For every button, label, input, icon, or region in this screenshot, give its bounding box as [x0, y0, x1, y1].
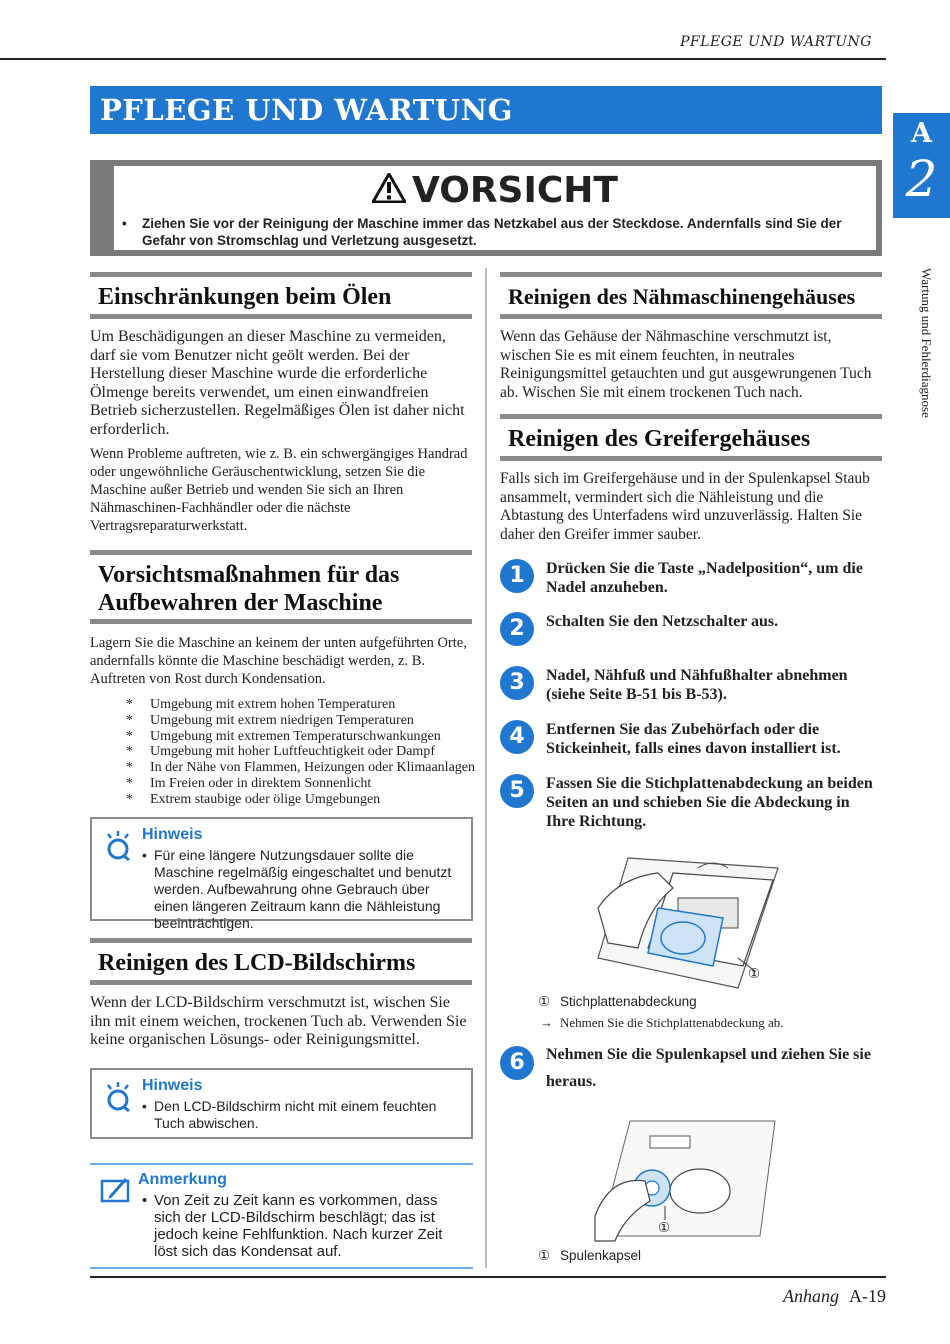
step-text: Nehmen Sie die Spulenkapsel und ziehen Sie sie heraus. — [546, 1046, 871, 1090]
section-title-line-2: Aufbewahren der Maschine — [98, 590, 383, 616]
section-title-line-1: Vorsichtsmaßnahmen für das — [98, 562, 400, 588]
section-heading-housing — [500, 272, 882, 319]
caution-title: VORSICHT — [412, 170, 618, 211]
chapter-tab — [893, 113, 950, 218]
section-heading-race — [500, 414, 882, 461]
list-item: * Umgebung mit extrem hohen Temperaturen — [126, 697, 476, 713]
step-number: 5 — [500, 774, 534, 808]
figure-caption-marker: ① — [538, 994, 551, 1009]
figure-caption: Stichplattenabdeckung — [560, 994, 697, 1009]
oil-paragraph-1: Um Beschädigungen an dieser Maschine zu vermeiden, darf sie vom Benutzer nicht geölt werden. Bei der Herstellung dieser Maschine wurde die erforderliche Ölmenge bereits verwendet, um einen einwandfreien Betrieb sicherzustellen. Regelmäßiges Ölen ist daher nicht erforderlich. — [90, 328, 465, 438]
footer — [783, 1286, 886, 1307]
storage-location-list — [126, 697, 476, 808]
footer-section: Anhang — [783, 1286, 839, 1306]
chapter-letter: A — [911, 118, 932, 149]
note-lightbulb-icon — [100, 827, 136, 867]
column-divider — [485, 268, 487, 1268]
figure-needle-plate-cover — [578, 848, 788, 990]
figure-caption-marker: ① — [538, 1248, 551, 1263]
note-text-body: Für eine längere Nutzungsdauer sollte die Maschine regelmäßig eingeschaltet und benutzt werden. Aufbewahrung ohne Gebrauch über einen längeren Zeitraum kann die Nähleistung beeinträchtigen. — [154, 847, 452, 931]
figure-caption: Spulenkapsel — [560, 1248, 642, 1263]
bullet: • — [142, 1192, 148, 1209]
list-item: * Umgebung mit extremen Temperaturschwankungen — [126, 729, 476, 745]
step-5 — [500, 774, 880, 834]
step-number: 1 — [500, 559, 534, 593]
caution-text-body: Ziehen Sie vor der Reinigung der Maschine immer das Netzkabel aus der Steckdose. Andernfalls sind Sie der Gefahr von Stromschlag und Verletzung ausgesetzt. — [142, 216, 842, 248]
note-text-body: Den LCD-Bildschirm nicht mit einem feuchten Tuch abwischen. — [154, 1098, 437, 1131]
remark-box — [90, 1163, 473, 1269]
header-rule — [0, 58, 886, 60]
bullet: • — [142, 847, 147, 863]
caution-text — [122, 215, 866, 249]
chapter-number: 2 — [905, 150, 938, 208]
step-number: 3 — [500, 666, 534, 700]
list-item: * Im Freien oder in direktem Sonnenlicht — [126, 776, 476, 792]
step-1 — [500, 559, 880, 599]
lcd-paragraph: Wenn der LCD-Bildschirm verschmutzt ist, wischen Sie ihn mit einem weichen, trockenen Tuch ab. Verwenden Sie keine organischen Lösungs- oder Reinigungsmittel. — [90, 994, 467, 1048]
figure-bobbin-case — [590, 1116, 780, 1246]
step-text: Nadel, Nähfuß und Nähfußhalter abnehmen (siehe Seite B-51 bis B-53). — [546, 667, 848, 703]
section-heading-storage — [90, 550, 472, 624]
remark-text — [142, 1192, 467, 1260]
step-3 — [500, 666, 880, 706]
housing-paragraph: Wenn das Gehäuse der Nähmaschine verschmutzt ist, wischen Sie es mit einem feuchten, in neutrales Reinigungsmittel getauchten und gut ausgewrungenen Tuch ab. Wischen Sie mit einem trockenen Tuch nach. — [500, 328, 872, 401]
list-item: * Extrem staubige oder ölige Umgebungen — [126, 792, 476, 808]
race-paragraph: Falls sich im Greifergehäuse und in der Spulenkapsel Staub ansammelt, vermindert sich die Nähleistung und die Abtastung des Unterfadens wird unzuverlässig. Halten Sie daher den Greifer immer sauber. — [500, 470, 870, 543]
note-box-storage — [90, 817, 473, 931]
section-title: Reinigen des Greifergehäuses — [508, 426, 811, 452]
step-text: Fassen Sie die Stichplattenabdeckung an beiden Seiten an und schieben Sie die Abdeckung in Ihre Richtung. — [546, 775, 873, 830]
note-box-lcd — [90, 1068, 473, 1139]
figure-subcaption: Nehmen Sie die Stichplattenabdeckung ab. — [560, 1015, 784, 1030]
arrow-icon: → — [540, 1015, 553, 1030]
remark-text-body: Von Zeit zu Zeit kann es vorkommen, dass sich der LCD-Bildschirm beschlägt; das ist jedoch keine Fehlfunktion. Nach kurzer Zeit löst sich das Kondensat auf. — [154, 1192, 443, 1260]
oil-paragraph-2: Wenn Probleme auftreten, wie z. B. ein schwergängiges Handrad oder ungewöhnliche Geräuschentwicklung, setzen Sie die Maschine außer Betrieb und wenden Sie sich an Ihren Nähmaschinen-Fachhändler oder die nächste Vertragsreparaturwerkstatt. — [90, 446, 468, 534]
section-title: Reinigen des Nähmaschinengehäuses — [508, 284, 856, 309]
warning-triangle-icon — [372, 171, 406, 213]
figure-marker: ① — [748, 966, 761, 981]
list-item: * Umgebung mit extrem niedrigen Temperaturen — [126, 713, 476, 729]
page-title: PFLEGE UND WARTUNG — [90, 86, 882, 134]
section-title: Reinigen des LCD-Bildschirms — [98, 950, 416, 976]
step-text: Drücken Sie die Taste „Nadelposition“, um die Nadel anzuheben. — [546, 560, 863, 596]
step-2 — [500, 612, 880, 652]
bullet: • — [142, 1098, 147, 1114]
list-item: * Umgebung mit hoher Luftfeuchtigkeit oder Dampf — [126, 744, 476, 760]
note-text — [142, 847, 465, 932]
footer-rule — [90, 1276, 886, 1278]
remark-title: Anmerkung — [138, 1171, 227, 1188]
section-heading-lcd — [90, 938, 472, 985]
memo-pencil-icon — [100, 1175, 132, 1209]
step-number: 2 — [500, 612, 534, 646]
step-number: 4 — [500, 720, 534, 754]
caution-heading — [114, 170, 876, 213]
section-title: Einschränkungen beim Ölen — [98, 284, 392, 310]
caution-box — [90, 160, 882, 256]
note-text — [142, 1098, 465, 1132]
step-number: 6 — [500, 1046, 534, 1080]
step-4 — [500, 720, 880, 760]
storage-paragraph: Lagern Sie die Maschine an keinem der unten aufgeführten Orte, andernfalls könnte die Maschine beschädigt werden, z. B. Auftreten von Rost durch Kondensation. — [90, 635, 467, 687]
step-6 — [500, 1046, 880, 1094]
page-number: A-19 — [849, 1286, 886, 1306]
chapter-vertical-label: Wartung und Fehlerdiagnose — [919, 268, 934, 418]
running-header: PFLEGE UND WARTUNG — [680, 34, 872, 50]
step-text: Entfernen Sie das Zubehörfach oder die Stickeinheit, falls eines davon installiert ist. — [546, 721, 841, 757]
bullet: • — [122, 216, 127, 231]
step-text: Schalten Sie den Netzschalter aus. — [546, 613, 779, 630]
section-heading-oil — [90, 272, 472, 319]
note-lightbulb-icon — [100, 1078, 136, 1118]
note-title: Hinweis — [142, 826, 203, 843]
figure-marker: ① — [658, 1220, 671, 1235]
list-item: * In der Nähe von Flammen, Heizungen oder Klimaanlagen — [126, 760, 476, 776]
note-title: Hinweis — [142, 1077, 203, 1094]
